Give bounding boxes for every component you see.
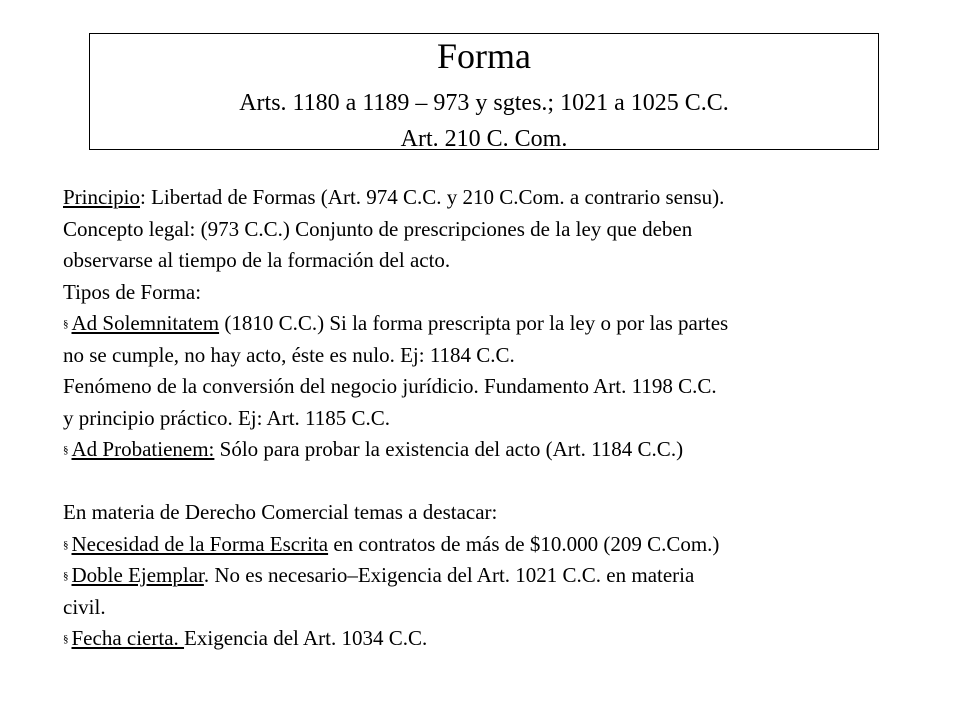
probatienem-label: Ad Probatienem: bbox=[71, 437, 215, 461]
principio-label: Principio bbox=[63, 185, 140, 209]
concepto-line-2: observarse al tiempo de la formación del acto. bbox=[63, 248, 451, 272]
tipos-heading: Tipos de Forma: bbox=[63, 279, 202, 304]
page-title: Forma bbox=[437, 36, 531, 76]
solemnitatem-text: (1810 C.C.) Si la forma prescripta por la ley o por las partes bbox=[219, 311, 729, 335]
ejemplar-line bbox=[63, 560, 933, 592]
ejemplar-label: Doble Ejemplar bbox=[71, 563, 204, 587]
solemnitatem-line bbox=[63, 308, 933, 340]
bullet-icon: § bbox=[63, 570, 69, 582]
comercial-heading: En materia de Derecho Comercial temas a destacar: bbox=[63, 500, 498, 524]
bullet-icon: § bbox=[63, 538, 69, 551]
spacer bbox=[63, 466, 933, 498]
probatienem-line bbox=[63, 434, 933, 466]
solemnitatem-line-2: no se cumple, no hay acto, éste es nulo. Ej: 1184 C.C. bbox=[63, 342, 515, 367]
concepto-line-1: Concepto legal: (973 C.C.) Conjunto de prescripciones de la ley que deben bbox=[63, 216, 693, 241]
principio-text: : Libertad de Formas (Art. 974 C.C. y 210 C.Com. a contrario sensu). bbox=[140, 185, 725, 209]
conversion-line-1: Fenómeno de la conversión del negocio jurídicio. Fundamento Art. 1198 C.C. bbox=[63, 374, 717, 398]
fecha-label: Fecha cierta. bbox=[71, 626, 185, 650]
escrita-line bbox=[63, 529, 933, 561]
bullet-icon: § bbox=[63, 318, 69, 330]
conversion-line-2: y principio práctico. Ej: Art. 1185 C.C. bbox=[63, 405, 391, 430]
bullet-icon: § bbox=[63, 633, 69, 645]
fecha-line bbox=[63, 623, 933, 655]
solemnitatem-label: Ad Solemnitatem bbox=[71, 311, 220, 335]
escrita-label: Necesidad de la Forma Escrita bbox=[71, 531, 329, 556]
page-subtitle-commercial: Art. 210 C. Com. bbox=[400, 126, 568, 150]
probatienem-text: Sólo para probar la existencia del acto (Art. 1184 C.C.) bbox=[214, 437, 684, 461]
escrita-text: en contratos de más de $10.000 (209 C.Com.) bbox=[328, 531, 720, 556]
ejemplar-text: . No es necesario–Exigencia del Art. 1021 C.C. en materia bbox=[203, 563, 695, 587]
bullet-icon: § bbox=[63, 444, 69, 456]
title-box bbox=[89, 33, 879, 150]
fecha-text: Exigencia del Art. 1034 C.C. bbox=[184, 626, 428, 650]
page-subtitle-articles: Arts. 1180 a 1189 – 973 y sgtes.; 1021 a 1025 C.C. bbox=[239, 90, 729, 116]
slide-body bbox=[63, 182, 933, 655]
ejemplar-line-2: civil. bbox=[63, 594, 106, 619]
principio-line bbox=[63, 182, 933, 214]
